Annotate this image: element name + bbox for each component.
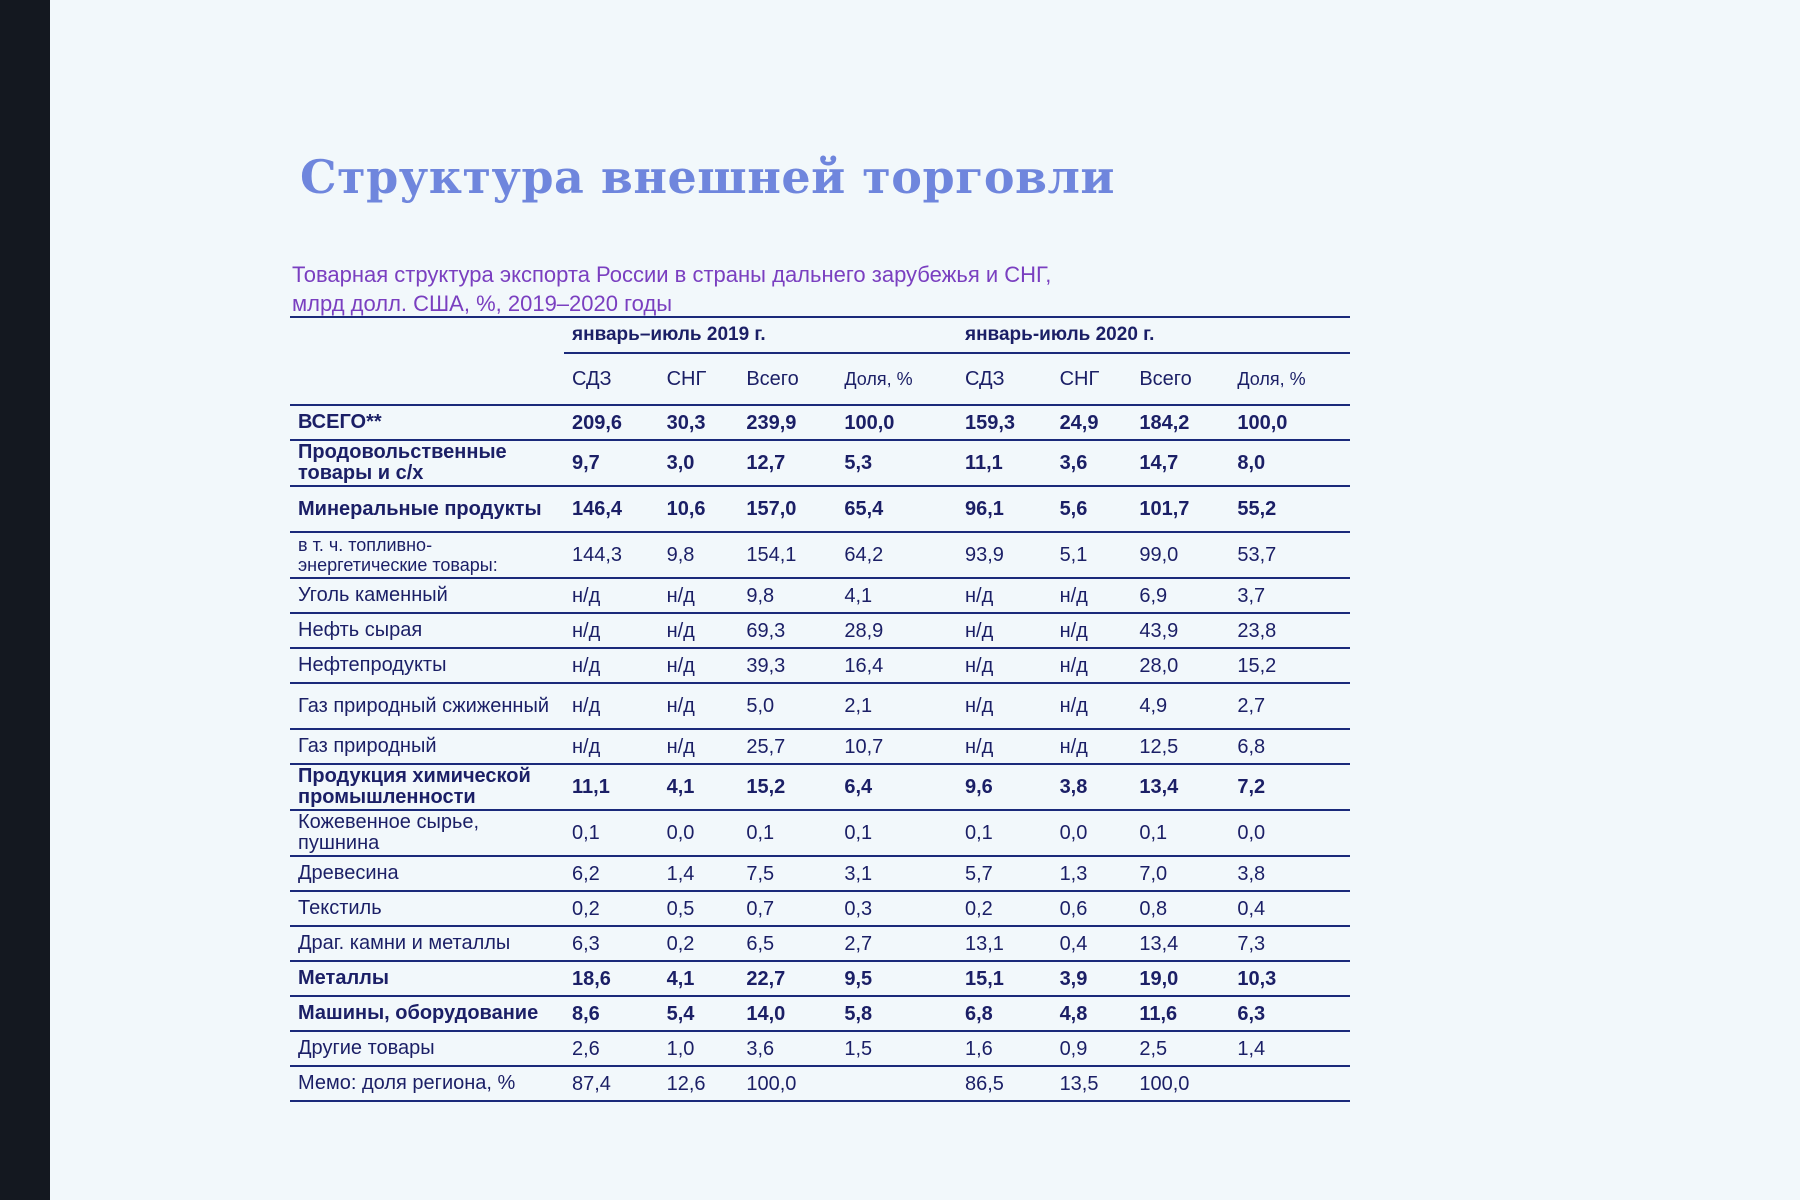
- cell-value: н/д: [1052, 648, 1132, 683]
- cell-value: 5,8: [836, 996, 957, 1031]
- cell-value: 11,6: [1131, 996, 1229, 1031]
- cell-value: 6,8: [957, 996, 1052, 1031]
- cell-value: н/д: [1052, 729, 1132, 764]
- cell-value: 9,5: [836, 961, 957, 996]
- cell-value: 0,5: [659, 891, 739, 926]
- table-row: [290, 532, 1350, 578]
- cell-value: 0,8: [1131, 891, 1229, 926]
- cell-value: н/д: [1052, 578, 1132, 613]
- row-label: Уголь каменный: [290, 578, 564, 613]
- cell-value: 184,2: [1131, 405, 1229, 440]
- row-label: Древесина: [290, 856, 564, 891]
- cell-value: 2,7: [1229, 683, 1350, 729]
- cell-value: 12,7: [738, 440, 836, 486]
- table-row: [290, 440, 1350, 486]
- cell-value: 25,7: [738, 729, 836, 764]
- cell-value: 1,5: [836, 1031, 957, 1066]
- cell-value: 1,4: [659, 856, 739, 891]
- table-row: [290, 683, 1350, 729]
- cell-value: н/д: [957, 613, 1052, 648]
- cell-value: 93,9: [957, 532, 1052, 578]
- cell-value: н/д: [659, 648, 739, 683]
- table-row: [290, 996, 1350, 1031]
- cell-value: 4,1: [836, 578, 957, 613]
- cell-value: н/д: [1052, 613, 1132, 648]
- cell-value: 65,4: [836, 486, 957, 532]
- table-row: [290, 810, 1350, 856]
- row-label: ВСЕГО**: [290, 405, 564, 440]
- cell-value: 0,1: [1131, 810, 1229, 856]
- cell-value: 3,8: [1052, 764, 1132, 810]
- period-header-row: [290, 317, 1350, 353]
- cell-value: 2,6: [564, 1031, 659, 1066]
- row-label-header: [290, 317, 564, 353]
- cell-value: 146,4: [564, 486, 659, 532]
- col-header-sdz-2020: СДЗ: [957, 353, 1052, 405]
- cell-value: 0,1: [738, 810, 836, 856]
- cell-value: 15,2: [738, 764, 836, 810]
- row-label: Газ природный: [290, 729, 564, 764]
- cell-value: 3,8: [1229, 856, 1350, 891]
- cell-value: 3,0: [659, 440, 739, 486]
- col-header-share-2019: Доля, %: [836, 353, 957, 405]
- cell-value: н/д: [564, 648, 659, 683]
- cell-value: 12,6: [659, 1066, 739, 1101]
- cell-value: 1,3: [1052, 856, 1132, 891]
- row-label: Газ природный сжиженный: [290, 683, 564, 729]
- table-row: [290, 729, 1350, 764]
- cell-value: 5,6: [1052, 486, 1132, 532]
- cell-value: н/д: [564, 578, 659, 613]
- cell-value: 5,1: [1052, 532, 1132, 578]
- cell-value: 5,0: [738, 683, 836, 729]
- cell-value: 16,4: [836, 648, 957, 683]
- row-label: Нефть сырая: [290, 613, 564, 648]
- cell-value: 10,7: [836, 729, 957, 764]
- row-label: в т. ч. топливно-энергетические товары:: [290, 532, 564, 578]
- cell-value: 6,5: [738, 926, 836, 961]
- cell-value: 6,2: [564, 856, 659, 891]
- cell-value: 15,1: [957, 961, 1052, 996]
- cell-value: 6,3: [564, 926, 659, 961]
- cell-value: 4,1: [659, 764, 739, 810]
- row-label: Минеральные продукты: [290, 486, 564, 532]
- table-row: [290, 1031, 1350, 1066]
- cell-value: [836, 1066, 957, 1101]
- cell-value: 6,8: [1229, 729, 1350, 764]
- cell-value: 12,5: [1131, 729, 1229, 764]
- cell-value: 6,9: [1131, 578, 1229, 613]
- cell-value: н/д: [564, 683, 659, 729]
- cell-value: н/д: [957, 578, 1052, 613]
- row-label: Кожевенное сырье, пушнина: [290, 810, 564, 856]
- cell-value: 15,2: [1229, 648, 1350, 683]
- table-caption-line-1: Товарная структура экспорта России в страны дальнего зарубежья и СНГ,: [292, 262, 1052, 287]
- cell-value: 100,0: [1131, 1066, 1229, 1101]
- cell-value: н/д: [957, 729, 1052, 764]
- cell-value: 3,9: [1052, 961, 1132, 996]
- cell-value: 22,7: [738, 961, 836, 996]
- cell-value: 23,8: [1229, 613, 1350, 648]
- col-header-share-2020: Доля, %: [1229, 353, 1350, 405]
- cell-value: 9,7: [564, 440, 659, 486]
- cell-value: 53,7: [1229, 532, 1350, 578]
- cell-value: 7,3: [1229, 926, 1350, 961]
- table-caption-line-2: млрд долл. США, %, 2019–2020 годы: [292, 291, 673, 316]
- cell-value: 24,9: [1052, 405, 1132, 440]
- cell-value: 1,4: [1229, 1031, 1350, 1066]
- cell-value: 2,5: [1131, 1031, 1229, 1066]
- cell-value: 3,6: [1052, 440, 1132, 486]
- cell-value: 3,1: [836, 856, 957, 891]
- cell-value: н/д: [957, 683, 1052, 729]
- cell-value: 0,1: [836, 810, 957, 856]
- cell-value: 64,2: [836, 532, 957, 578]
- cell-value: 6,3: [1229, 996, 1350, 1031]
- cell-value: 8,6: [564, 996, 659, 1031]
- table-row: [290, 891, 1350, 926]
- col-header-sng-2020: СНГ: [1052, 353, 1132, 405]
- cell-value: 100,0: [738, 1066, 836, 1101]
- cell-value: 4,9: [1131, 683, 1229, 729]
- cell-value: 0,4: [1229, 891, 1350, 926]
- cell-value: 239,9: [738, 405, 836, 440]
- table-row: [290, 856, 1350, 891]
- cell-value: 0,4: [1052, 926, 1132, 961]
- cell-value: 1,0: [659, 1031, 739, 1066]
- cell-value: 13,5: [1052, 1066, 1132, 1101]
- cell-value: 7,2: [1229, 764, 1350, 810]
- column-header-row: [290, 353, 1350, 405]
- cell-value: 0,3: [836, 891, 957, 926]
- cell-value: 5,3: [836, 440, 957, 486]
- cell-value: 13,4: [1131, 764, 1229, 810]
- row-label: Продовольственные товары и с/х: [290, 440, 564, 486]
- cell-value: 0,0: [659, 810, 739, 856]
- cell-value: 0,0: [1229, 810, 1350, 856]
- cell-value: 154,1: [738, 532, 836, 578]
- cell-value: 39,3: [738, 648, 836, 683]
- export-structure-table: [290, 316, 1350, 1102]
- cell-value: 43,9: [1131, 613, 1229, 648]
- cell-value: 18,6: [564, 961, 659, 996]
- cell-value: 7,5: [738, 856, 836, 891]
- cell-value: 100,0: [836, 405, 957, 440]
- cell-value: 10,6: [659, 486, 739, 532]
- col-header-sdz-2019: СДЗ: [564, 353, 659, 405]
- cell-value: 9,6: [957, 764, 1052, 810]
- cell-value: н/д: [659, 578, 739, 613]
- row-label: Драг. камни и металлы: [290, 926, 564, 961]
- cell-value: 209,6: [564, 405, 659, 440]
- cell-value: 100,0: [1229, 405, 1350, 440]
- cell-value: 14,0: [738, 996, 836, 1031]
- cell-value: 8,0: [1229, 440, 1350, 486]
- cell-value: 0,1: [564, 810, 659, 856]
- row-label: Нефтепродукты: [290, 648, 564, 683]
- col-header-total-2019: Всего: [738, 353, 836, 405]
- cell-value: н/д: [659, 729, 739, 764]
- cell-value: 7,0: [1131, 856, 1229, 891]
- cell-value: н/д: [659, 683, 739, 729]
- cell-value: н/д: [659, 613, 739, 648]
- cell-value: н/д: [564, 729, 659, 764]
- cell-value: 0,9: [1052, 1031, 1132, 1066]
- period-2019-header: январь–июль 2019 г.: [564, 317, 957, 353]
- cell-value: 0,6: [1052, 891, 1132, 926]
- cell-value: 13,4: [1131, 926, 1229, 961]
- cell-value: 11,1: [564, 764, 659, 810]
- cell-value: 19,0: [1131, 961, 1229, 996]
- table-row: [290, 405, 1350, 440]
- cell-value: 55,2: [1229, 486, 1350, 532]
- cell-value: 0,1: [957, 810, 1052, 856]
- table-row: [290, 926, 1350, 961]
- row-label: Машины, оборудование: [290, 996, 564, 1031]
- cell-value: 69,3: [738, 613, 836, 648]
- cell-value: 0,2: [564, 891, 659, 926]
- cell-value: 86,5: [957, 1066, 1052, 1101]
- cell-value: 2,7: [836, 926, 957, 961]
- table-row: [290, 648, 1350, 683]
- table-row: [290, 961, 1350, 996]
- cell-value: 5,4: [659, 996, 739, 1031]
- cell-value: 3,6: [738, 1031, 836, 1066]
- row-label: Мемо: доля региона, %: [290, 1066, 564, 1101]
- cell-value: 28,9: [836, 613, 957, 648]
- table-row: [290, 764, 1350, 810]
- row-label: Текстиль: [290, 891, 564, 926]
- table-caption: [292, 260, 1051, 318]
- row-label: Металлы: [290, 961, 564, 996]
- cell-value: 13,1: [957, 926, 1052, 961]
- cell-value: 2,1: [836, 683, 957, 729]
- cell-value: [1229, 1066, 1350, 1101]
- cell-value: 0,0: [1052, 810, 1132, 856]
- cell-value: 5,7: [957, 856, 1052, 891]
- table-row: [290, 1066, 1350, 1101]
- table-row: [290, 486, 1350, 532]
- cell-value: 3,7: [1229, 578, 1350, 613]
- cell-value: 0,7: [738, 891, 836, 926]
- table-row: [290, 578, 1350, 613]
- cell-value: 1,6: [957, 1031, 1052, 1066]
- cell-value: 99,0: [1131, 532, 1229, 578]
- cell-value: 9,8: [738, 578, 836, 613]
- cell-value: 4,8: [1052, 996, 1132, 1031]
- table-row: [290, 613, 1350, 648]
- cell-value: 10,3: [1229, 961, 1350, 996]
- cell-value: 101,7: [1131, 486, 1229, 532]
- cell-value: 157,0: [738, 486, 836, 532]
- cell-value: 96,1: [957, 486, 1052, 532]
- row-label-subheader: [290, 353, 564, 405]
- row-label: Продукция химической промышленности: [290, 764, 564, 810]
- cell-value: 144,3: [564, 532, 659, 578]
- cell-value: н/д: [957, 648, 1052, 683]
- cell-value: 6,4: [836, 764, 957, 810]
- cell-value: 4,1: [659, 961, 739, 996]
- cell-value: н/д: [1052, 683, 1132, 729]
- row-label: Другие товары: [290, 1031, 564, 1066]
- slide-title: Структура внешней торговли: [300, 150, 1116, 204]
- cell-value: 11,1: [957, 440, 1052, 486]
- cell-value: 28,0: [1131, 648, 1229, 683]
- cell-value: 9,8: [659, 532, 739, 578]
- cell-value: 159,3: [957, 405, 1052, 440]
- cell-value: 30,3: [659, 405, 739, 440]
- col-header-total-2020: Всего: [1131, 353, 1229, 405]
- cell-value: 0,2: [957, 891, 1052, 926]
- cell-value: 14,7: [1131, 440, 1229, 486]
- period-2020-header: январь-июль 2020 г.: [957, 317, 1350, 353]
- cell-value: 0,2: [659, 926, 739, 961]
- cell-value: н/д: [564, 613, 659, 648]
- cell-value: 87,4: [564, 1066, 659, 1101]
- col-header-sng-2019: СНГ: [659, 353, 739, 405]
